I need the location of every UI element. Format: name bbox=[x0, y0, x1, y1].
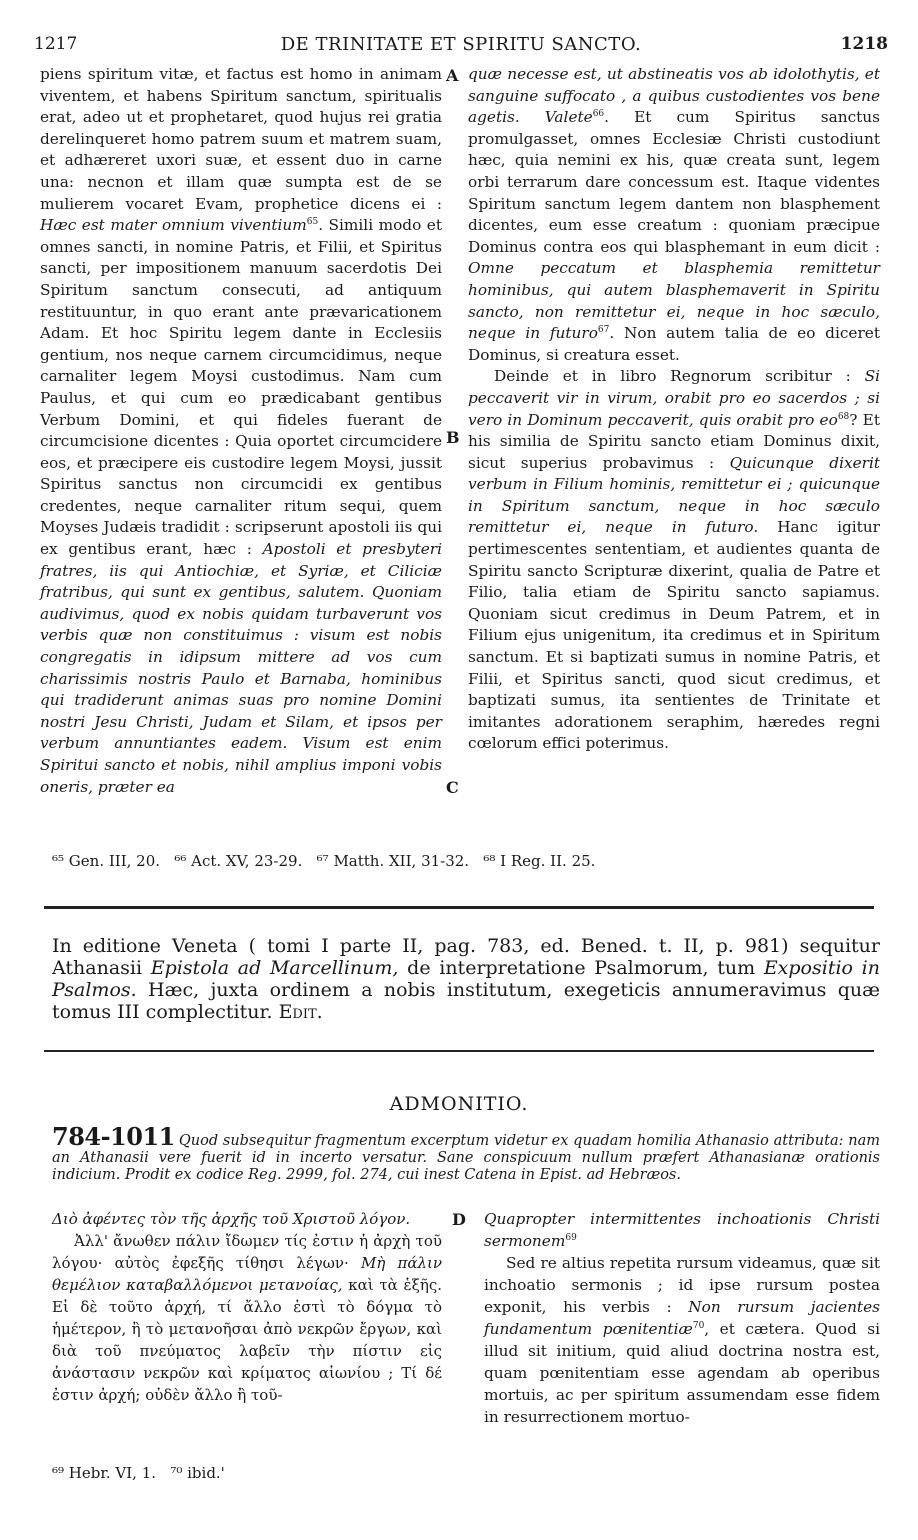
margin-letter-b: B bbox=[446, 428, 460, 447]
margin-letter-a: A bbox=[446, 66, 459, 85]
column-reference: 784-1011 bbox=[52, 1122, 175, 1151]
running-title: DE TRINITATE ET SPIRITU SANCTO. bbox=[280, 34, 642, 55]
greek-paragraph: Ἀλλ' ἄνωθεν πάλιν ἴδωμεν τίς ἐστιν ἡ ἀρχὴ τοῦ λόγου· αὐτὸς ἐφεξῆς τίθησι λέγων· Μὴ πάλιν θεμέλιον καταβαλλόμενοι μετανοίας, καὶ τὰ ἑξῆς. Εἰ δὲ τοῦτο ἀρχή, τί ἄλλο ἐστὶ τὸ δόγμα τὸ ἡμέτερον, ἢ τὸ μετανοῆσαι ἀπὸ νεκρῶν ἔργων, καὶ διὰ τοῦ πνεύματος λαβεῖν τὴν πίστιν εἰς ἀνάστασιν νεκρῶν καὶ κρίματος αἰωνίου ; Τί δέ ἐστιν ἀρχή; οὐδὲν ἄλλο ἢ τοῦ- bbox=[52, 1232, 443, 1404]
left-column bbox=[40, 64, 442, 798]
footnotes-bottom: ⁶⁹ Hebr. VI, 1. ⁷⁰ ibid.' bbox=[52, 1464, 225, 1482]
admonitio-description: 784-1011 Quod subsequitur fragmentum excerptum videtur ex quadam homilia Athanasio attributa: nam an Athanasii vere fuerit id in incerto versatur. Sane conspicuum nullum præfert Athanasianæ orationis indicium. Prodit ex codice Reg. 2999, fol. 274, cui inest Catena in Epist. ad Hebræos. bbox=[52, 1122, 880, 1183]
latin-column bbox=[484, 1208, 880, 1428]
right-column bbox=[468, 64, 880, 755]
greek-column bbox=[52, 1208, 442, 1406]
running-header bbox=[34, 34, 888, 58]
footnotes-top: ⁶⁵ Gen. III, 20. ⁶⁶ Act. XV, 23-29. ⁶⁷ Matth. XII, 31-32. ⁶⁸ I Reg. II. 25. bbox=[52, 852, 596, 870]
section-title: ADMONITIO. bbox=[389, 1093, 529, 1115]
footnote-ref: 69 bbox=[565, 1232, 577, 1243]
margin-letter-c: C bbox=[446, 778, 459, 797]
right-paragraph-2: Deinde et in libro Regnorum scribitur : Si peccaverit vir in virum, orabit pro eo sacerdos ; si vero in Dominum peccaverit, quis orabit pro $eo^{68}$? Et his similia de Spiritu sancto etiam Dominus dixit, sicut superius probavimus : Quicunque dixerit verbum in Filium hominis, remittetur ei ; quicunque in Spiritum sanctum, neque in hoc sæculo remittetur ei, neque in futuro. Hanc igitur pertimescentes sententiam, et audientes quanta de Spiritu sancto Scripturæ dixerint, qualia de Patre et Filio, talia etiam de Spiritu sancto sapiamus. Quoniam sicut credimus in Deum Patrem, et in Filium ejus unigenitum, ita credimus et in Spiritum sanctum. Et si baptizati sumus in nomine Patris, et Filii, et Spiritus sancti, quod sicut credimus, et baptizati sumus, ita sentientes de Trinitate et imitantes adorationem seraphim, hæredes regni cœlorum effici poterimus. bbox=[468, 367, 880, 753]
divider-rule bbox=[44, 1050, 874, 1052]
page-number-left: 1217 bbox=[34, 34, 78, 54]
editor-signature: Edit. bbox=[278, 1001, 323, 1023]
latin-lemma: Quapropter intermittentes inchoationis Christi sermonem$^{69}$ bbox=[484, 1210, 880, 1250]
latin-paragraph: Sed re altius repetita rursum videamus, quæ sit inchoatio sermonis ; id ipse rursum postea exponit, his verbis : Non rursum jacientes fundamentum pœnitentiæ$^{70}$, et cætera. Quod si illud sit initium, quid aliud doctrina nostra est, quam pœnitentiam esse agendam ab operibus mortuis, ac per spiritum assumendam esse fidem in resurrectionem mortuo- bbox=[484, 1254, 880, 1426]
footnote-ref: 65 bbox=[306, 217, 319, 228]
divider-rule bbox=[44, 906, 874, 909]
footnote-ref: 70 bbox=[692, 1320, 705, 1331]
margin-letter-d: D bbox=[452, 1210, 466, 1229]
footnote-ref: 67 bbox=[597, 325, 610, 336]
footnote-ref: 68 bbox=[837, 411, 850, 422]
right-paragraph-1: quæ necesse est, ut abstineatis vos ab idolothytis, et sanguine suffocato , a quibus custodientes vos bene agetis. Valete$^{66}$. Et cum Spiritus sanctus promulgasset, omnes Ecclesiæ Christi custodiunt hæc, quia nemini ex his, quæ creata sunt, legem orbi terrarum dare concessum est. Itaque videntes Spiritum sanctum legem dantem non blasphement dicentes, eum esse creatum : quoniam præcipue Dominus contra eos qui blasphemant in eum dicit : Omne peccatum et blasphemia remittetur hominibus, qui autem blasphemaverit in Spiritu sancto, non remittetur ei, neque in hoc sæculo, neque in futuro$^{67}$. Non autem talia de eo diceret Dominus, si creatura esset. bbox=[468, 65, 880, 364]
editor-note: In editione Veneta ( tomi I parte II, pag. 783, ed. Bened. t. II, p. 981) sequitur Athanasii Epistola ad Marcellinum, de interpretatione Psalmorum, tum Expositio in Psalmos. Hæc, juxta ordinem a nobis institutum, exegeticis annumeravimus quæ tomus III complectitur. Edit. bbox=[52, 935, 880, 1023]
greek-lemma: Διὸ ἀφέντες τὸν τῆς ἀρχῆς τοῦ Χριστοῦ λόγον. bbox=[52, 1210, 411, 1228]
left-paragraph: piens spiritum vitæ, et factus est homo in animam viventem, et habens Spiritum sanctum, spiritualis erat, adeo ut et prophetaret, quod hujus rei gratia derelinqueret homo patrem suum et matrem suam, et adhæreret uxori suæ, et essent duo in carne una: necnon et illam quæ sumpta est de se mulierem vocaret Evam, prophetice dicens ei : Hæc est mater omnium viventium$^{65}$. Simili modo et omnes sancti, in nomine Patris, et Filii, et Spiritus sancti, per impositionem manuum sacerdotis Dei Spiritum sanctum consecuti, ad antiquum restituuntur, in quo erant ante prævaricationem Adam. Et hoc Spiritu legem dante in Ecclesiis gentium, nos neque carnem circumcidimus, neque carnaliter legem Moysi custodimus. Nam cum Paulus, et qui cum eo prædicabant gentibus Verbum Domini, et qui fideles fuerant de circumcisione dicentes : Quia oportet circumcidere eos, et præcipere eis custodire legem Moysi, jussit Spiritus sanctus non circumcidi ex gentibus credentes, neque carnaliter ritum sequi, quem Moyses Judæis tradidit : scripserunt apostoli iis qui ex gentibus erant, hæc : Apostoli et presbyteri fratres, iis qui Antiochiæ, et Syriæ, et Ciliciæ fratribus, qui sunt ex gentibus, salutem. Quoniam audivimus, quod ex nobis quidam turbaverunt vos verbis quæ non constituimus : visum est nobis congregatis in idipsum mittere ad vos cum charissimis nostris Paulo et Barnaba, hominibus qui tradiderunt animas suas pro nomine Domini nostri Jesu Christi, Judam et Silam, et ipsos per verbum annuntiantes eadem. Visum est enim Spiritui sancto et nobis, nihil amplius imponi vobis oneris, præter ea bbox=[40, 65, 442, 796]
footnote-ref: 66 bbox=[592, 109, 605, 120]
page-number-right: 1218 bbox=[840, 34, 888, 54]
